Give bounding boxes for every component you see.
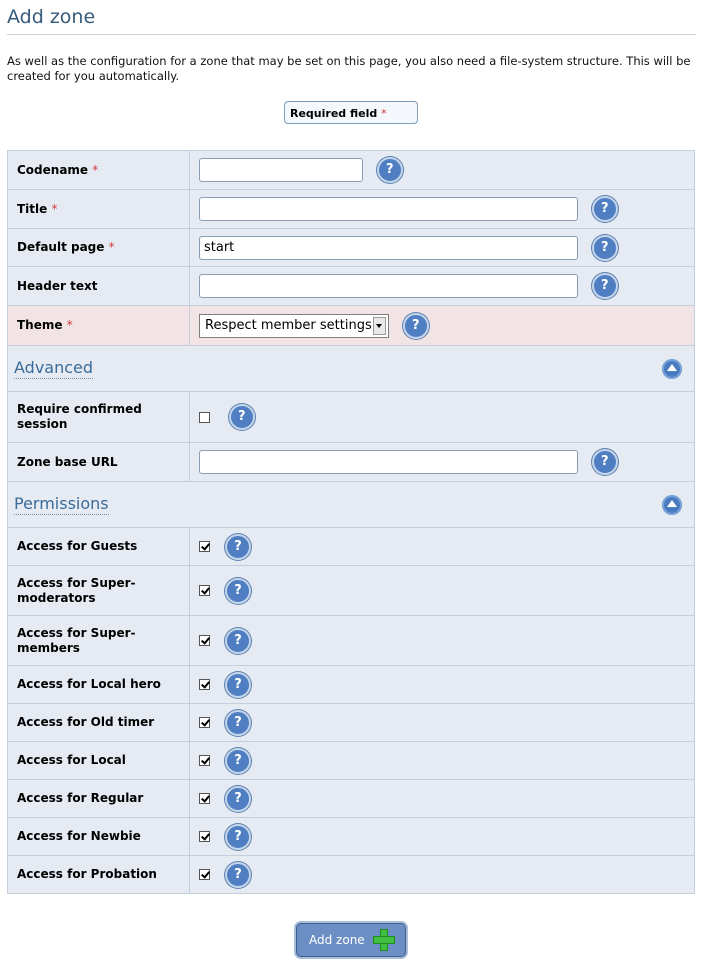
permission-row: [8, 566, 695, 616]
permission-label: Access for Probation: [8, 856, 190, 894]
permission-row: [8, 616, 695, 666]
codename-label: Codename *: [8, 151, 190, 190]
advanced-section-header: [8, 346, 695, 392]
permission-row: [8, 856, 695, 894]
codename-input[interactable]: [199, 158, 363, 182]
permission-checkbox[interactable]: [199, 541, 210, 552]
intro-text: As well as the configuration for a zone that may be set on this page, you also need a file-system structure. This will be created for you automatically.: [7, 54, 691, 83]
permission-checkbox[interactable]: [199, 717, 210, 728]
permissions-collapse-icon[interactable]: [662, 495, 682, 515]
codename-help-icon[interactable]: ?: [377, 157, 403, 183]
default-page-help-icon[interactable]: ?: [592, 235, 618, 261]
title-input[interactable]: [199, 197, 578, 221]
title-help-icon[interactable]: ?: [592, 196, 618, 222]
title-row: [8, 190, 695, 229]
default-page-input[interactable]: [199, 236, 578, 260]
zone-base-url-row: [8, 443, 695, 482]
permission-label: Access for Super-moderators: [8, 566, 190, 616]
permission-help-icon[interactable]: ?: [225, 824, 251, 850]
zone-base-url-help-icon[interactable]: ?: [592, 449, 618, 475]
title-label: Title *: [8, 190, 190, 229]
permission-label: Access for Newbie: [8, 818, 190, 856]
plus-icon: [373, 929, 395, 951]
theme-help-icon[interactable]: ?: [403, 313, 429, 339]
zone-base-url-input[interactable]: [199, 450, 578, 474]
add-zone-button[interactable]: [296, 923, 406, 957]
permission-checkbox[interactable]: [199, 755, 210, 766]
header-text-row: [8, 267, 695, 306]
permission-help-icon[interactable]: ?: [225, 534, 251, 560]
permission-help-icon[interactable]: ?: [225, 710, 251, 736]
required-star: *: [381, 107, 387, 120]
permission-row: [8, 818, 695, 856]
permission-help-icon[interactable]: ?: [225, 672, 251, 698]
permission-row: [8, 528, 695, 566]
required-field-legend: [284, 101, 418, 124]
theme-label: Theme *: [8, 306, 190, 346]
permission-label: Access for Old timer: [8, 704, 190, 742]
permission-help-icon[interactable]: ?: [225, 862, 251, 888]
add-zone-button-label: Add zone: [309, 933, 365, 947]
permission-help-icon[interactable]: ?: [225, 628, 251, 654]
permissions-section-title[interactable]: Permissions: [14, 494, 109, 513]
header-text-input[interactable]: [199, 274, 578, 298]
permission-checkbox[interactable]: [199, 869, 210, 880]
permissions-section-header: [8, 482, 695, 528]
permission-checkbox[interactable]: [199, 585, 210, 596]
require-confirmed-session-checkbox[interactable]: [199, 412, 210, 423]
header-text-help-icon[interactable]: ?: [592, 273, 618, 299]
permission-help-icon[interactable]: ?: [225, 786, 251, 812]
require-confirmed-session-help-icon[interactable]: ?: [229, 404, 255, 430]
permission-label: Access for Regular: [8, 780, 190, 818]
require-confirmed-session-label: Require confirmed session: [8, 392, 190, 443]
zone-base-url-label: Zone base URL: [8, 443, 190, 482]
permission-label: Access for Guests: [8, 528, 190, 566]
require-confirmed-session-row: [8, 392, 695, 443]
theme-row: [8, 306, 695, 346]
permission-help-icon[interactable]: ?: [225, 578, 251, 604]
permission-row: [8, 742, 695, 780]
theme-select[interactable]: Respect member settings: [199, 314, 389, 338]
permission-row: [8, 666, 695, 704]
codename-row: [8, 151, 695, 190]
page-title: Add zone: [7, 6, 696, 35]
permission-label: Access for Local hero: [8, 666, 190, 704]
required-field-label: Required field: [290, 107, 378, 120]
default-page-row: [8, 229, 695, 267]
header-text-label: Header text: [8, 267, 190, 306]
permission-row: [8, 780, 695, 818]
zone-form-table: [7, 150, 695, 894]
permission-checkbox[interactable]: [199, 635, 210, 646]
permission-checkbox[interactable]: [199, 679, 210, 690]
default-page-label: Default page *: [8, 229, 190, 267]
permission-label: Access for Super-members: [8, 616, 190, 666]
permission-checkbox[interactable]: [199, 793, 210, 804]
advanced-section-title[interactable]: Advanced: [14, 358, 94, 377]
permission-label: Access for Local: [8, 742, 190, 780]
dropdown-arrow-icon[interactable]: [373, 317, 386, 335]
permission-row: [8, 704, 695, 742]
advanced-collapse-icon[interactable]: [662, 359, 682, 379]
permission-checkbox[interactable]: [199, 831, 210, 842]
permission-help-icon[interactable]: ?: [225, 748, 251, 774]
